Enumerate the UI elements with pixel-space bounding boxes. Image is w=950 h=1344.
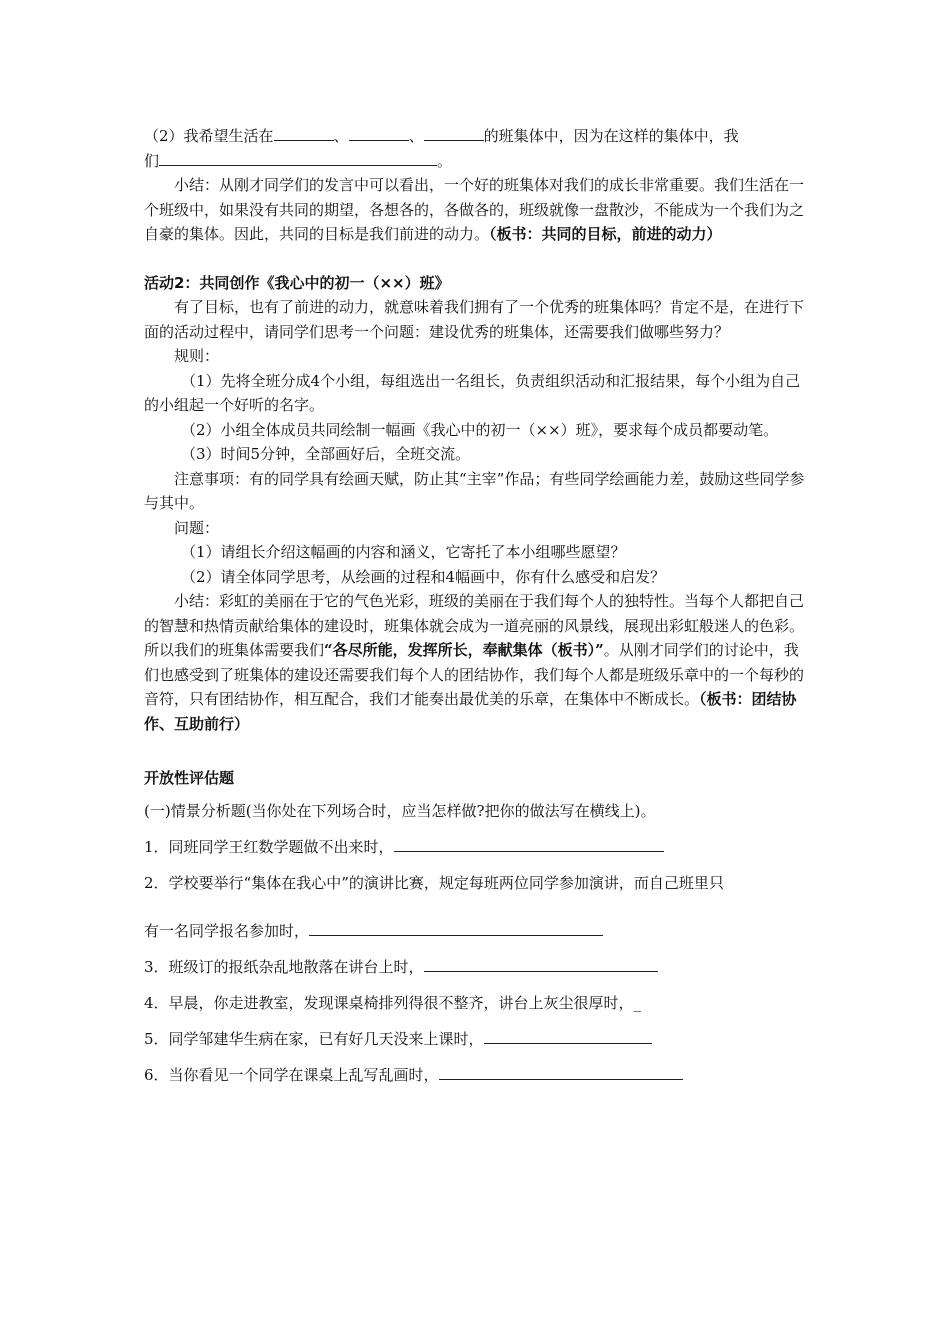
question-2: （2）请全体同学思考，从绘画的过程和4幅画中，你有什么感受和启发？	[181, 567, 666, 586]
activity2-summary	[144, 589, 812, 736]
separator: 、	[333, 127, 349, 145]
board-note: “各尽所能，发挥所长，奉献集体（板书）”	[324, 641, 604, 659]
answer-blank[interactable]	[439, 1063, 683, 1080]
board-note: （板书：共同的目标，前进的动力）	[489, 225, 722, 243]
item2-text-d: 的班集体中，因为在这样的集体中，我	[483, 127, 739, 145]
rule-2: （2）小组全体成员共同绘制一幅画《我心中的初一（××）班》，要求每个成员都要动笔。	[181, 420, 779, 439]
questions-label: 问题：	[174, 518, 220, 537]
summary-paragraph	[144, 173, 812, 247]
question-text: 3．班级订的报纸杂乱地散落在讲台上时，	[144, 958, 424, 976]
evaluation-section	[144, 766, 812, 1087]
blank-line[interactable]	[274, 124, 334, 141]
question-text: 6．当你看见一个同学在课桌上乱写乱画时，	[144, 1066, 439, 1084]
answer-blank[interactable]	[394, 835, 664, 852]
question-item-5	[144, 1027, 812, 1051]
item2-line1	[144, 124, 812, 149]
summary-text: 。从刚才同学们的讨论中，我们也感受到了班集体的建设还需要我们每个人的团结协作，我们每个人都是班级乐章中的一个每秒的音符，只有团结协作，相互配合，我们才能奏出最优美的乐章，在集体中不断成长。	[144, 641, 805, 708]
rule-3: （3）时间5分钟，全部画好后，全班交流。	[181, 445, 471, 463]
question-item-3	[144, 955, 812, 979]
evaluation-title: 开放性评估题	[144, 769, 235, 787]
notice: 注意事项：有的同学具有绘画天赋，防止其“主宰”作品；有些同学绘画能力差，鼓励这些同学参与其中。	[144, 469, 805, 512]
question-item-1	[144, 835, 812, 859]
question-text: 1．同班同学王红数学题做不出来时，	[144, 838, 394, 856]
question-item-2-line1: 2．学校要举行“集体在我心中”的演讲比赛，规定每班两位同学参加演讲，而自己班里只	[144, 874, 724, 892]
activity2-title: 活动2：共同创作《我心中的初一（××）班》	[144, 273, 450, 292]
question-item-2-line2	[144, 919, 812, 943]
question-1: （1）请组长介绍这幅画的内容和涵义，它寄托了本小组哪些愿望？	[181, 543, 626, 561]
item2-text-a: （2）我希望生活在	[144, 127, 274, 145]
question-text: 有一名同学报名参加时，	[144, 922, 310, 940]
blank-line[interactable]	[424, 124, 484, 141]
item2-text-e: 们	[144, 151, 160, 170]
item2-line2	[144, 149, 812, 174]
question-text: 5．同学邹建华生病在家，已有好几天没来上课时，	[144, 1030, 484, 1048]
activity2-intro: 有了目标，也有了前进的动力，就意味着我们拥有了一个优秀的班集体吗？肯定不是，在进行下面的活动过程中，请同学们思考一个问题：建设优秀的班集体，还需要我们做哪些努力？	[144, 298, 805, 341]
answer-blank[interactable]	[424, 955, 658, 972]
question-item-6	[144, 1063, 812, 1087]
question-item-4: 4．早晨，你走进教室，发现课桌椅排列得很不整齐，讲台上灰尘很厚时，_	[144, 994, 642, 1012]
summary-text: 小结：彩虹的美丽在于它的气色光彩，班级的美丽在于我们每个人的独特性。当每个人都把自己的智慧和热情贡献给集体的建设时，班集体就会成为一道亮丽的风景线，展现出彩虹般迷人的色彩。所以我们的班集体需要我们	[144, 592, 805, 659]
summary-text: 小结：从刚才同学们的发言中可以看出，一个好的班集体对我们的成长非常重要。我们生活在一个班级中，如果没有共同的期望，各想各的，各做各的，班级就像一盘散沙，不能成为一个我们为之自豪的集体。因此，共同的目标是我们前进的动力。	[144, 176, 805, 243]
blank-line[interactable]	[349, 124, 409, 141]
evaluation-intro: (一)情景分析题(当你处在下列场合时，应当怎样做?把你的做法写在横线上)。	[144, 801, 656, 820]
answer-blank[interactable]	[309, 919, 603, 936]
rule-1: （1）先将全班分成4个小组，每组选出一名组长，负责组织活动和汇报结果，每个小组为自己的小组起一个好听的名字。	[144, 371, 801, 414]
blank-line[interactable]	[159, 149, 437, 166]
answer-blank[interactable]	[484, 1027, 652, 1044]
period: 。	[437, 151, 453, 170]
rules-label: 规则：	[174, 347, 220, 365]
board-note: （板书：团结协作、互助前行）	[144, 690, 797, 733]
separator: 、	[408, 127, 424, 145]
document-page	[144, 124, 812, 1099]
